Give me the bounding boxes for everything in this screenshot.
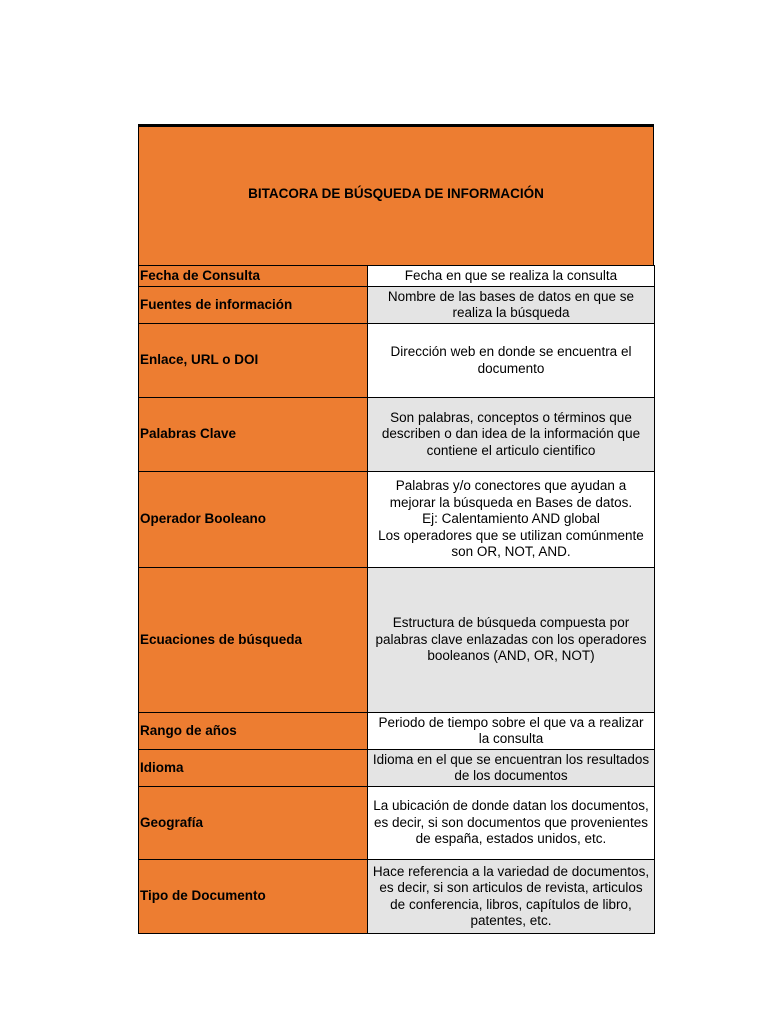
- row-label: Palabras Clave: [140, 426, 237, 442]
- table-row: [139, 787, 655, 860]
- sheet-title: BITACORA DE BÚSQUEDA DE INFORMACIÓN: [248, 185, 544, 201]
- row-label: Idioma: [140, 759, 184, 775]
- table-row: [139, 713, 655, 750]
- row-label-cell[interactable]: [139, 568, 368, 713]
- row-description-cell[interactable]: [368, 472, 655, 568]
- row-description: Nombre de las bases de datos en que se realiza la búsqueda: [387, 288, 635, 320]
- row-label-cell[interactable]: [139, 713, 368, 750]
- row-label-cell[interactable]: [139, 324, 368, 398]
- search-log-table: [138, 265, 655, 934]
- table-row: [139, 398, 655, 472]
- row-label: Enlace, URL o DOI: [140, 352, 259, 368]
- row-description-cell[interactable]: [368, 568, 655, 713]
- row-description-cell[interactable]: [368, 750, 655, 787]
- table-row: [139, 287, 655, 324]
- row-label-cell[interactable]: [139, 860, 368, 934]
- row-description: Palabras y/o conectores que ayudan a mejorar la búsqueda en Bases de datos. Ej: Calentamiento AND global Los operadores que se utilizan comúnmente son OR, NOT, AND.: [378, 478, 644, 560]
- row-description: La ubicación de donde datan los documentos, es decir, si son documentos que provenientes de españa, estados unidos, etc.: [373, 798, 649, 847]
- table-row: [139, 860, 655, 934]
- row-description-cell[interactable]: [368, 713, 655, 750]
- row-description: Idioma en el que se encuentran los resultados de los documentos: [372, 751, 650, 783]
- row-description: Hace referencia a la variedad de documentos, es decir, si son articulos de revista, articulos de conferencia, libros, capítulos de libro, patentes, etc.: [372, 863, 650, 928]
- row-description-cell[interactable]: [368, 860, 655, 934]
- row-description: Dirección web en donde se encuentra el documento: [390, 344, 632, 376]
- row-label: Ecuaciones de búsqueda: [140, 631, 303, 647]
- row-description-cell[interactable]: [368, 324, 655, 398]
- row-label: Operador Booleano: [140, 511, 267, 527]
- row-label: Fecha de Consulta: [140, 267, 261, 283]
- row-description: Fecha en que se realiza la consulta: [404, 267, 618, 283]
- row-description-cell[interactable]: [368, 266, 655, 287]
- title-header: [138, 127, 654, 265]
- table-row: [139, 568, 655, 713]
- row-label-cell[interactable]: [139, 287, 368, 324]
- row-label-cell[interactable]: [139, 266, 368, 287]
- row-description: Estructura de búsqueda compuesta por palabras clave enlazadas con los operadores booleanos (AND, OR, NOT): [375, 615, 647, 664]
- row-label-cell[interactable]: [139, 398, 368, 472]
- search-log-sheet: [138, 124, 654, 934]
- row-description-cell[interactable]: [368, 398, 655, 472]
- row-label: Rango de años: [140, 722, 237, 738]
- row-label: Fuentes de información: [140, 296, 293, 312]
- table-row: [139, 472, 655, 568]
- table-row: [139, 324, 655, 398]
- table-row: [139, 266, 655, 287]
- table-row: [139, 750, 655, 787]
- row-label-cell[interactable]: [139, 787, 368, 860]
- row-label-cell[interactable]: [139, 472, 368, 568]
- row-label: Tipo de Documento: [140, 888, 266, 904]
- row-description: Son palabras, conceptos o términos que describen o dan idea de la información que contiene el articulo cientifico: [381, 409, 641, 458]
- row-label-cell[interactable]: [139, 750, 368, 787]
- row-description: Periodo de tiempo sobre el que va a realizar la consulta: [378, 714, 644, 746]
- row-description-cell[interactable]: [368, 287, 655, 324]
- row-description-cell[interactable]: [368, 787, 655, 860]
- row-label: Geografía: [140, 814, 204, 830]
